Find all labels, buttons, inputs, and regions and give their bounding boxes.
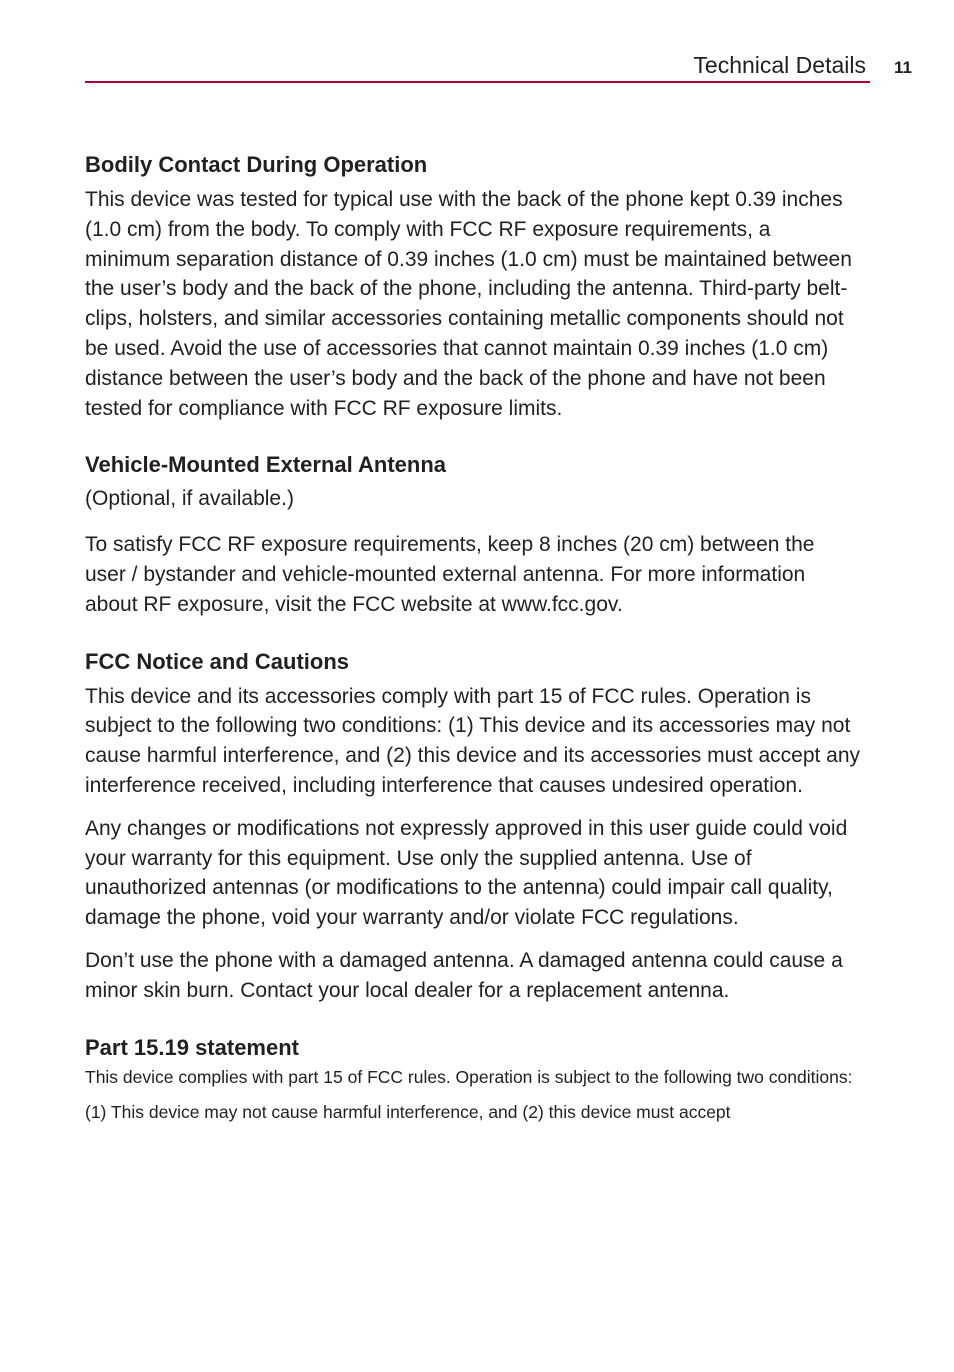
section-heading: FCC Notice and Cautions [85, 648, 350, 674]
header-title: Technical Details [693, 52, 866, 78]
section-heading: Part 15.19 statement [85, 1034, 299, 1060]
page-content [85, 150, 885, 1128]
section-vehicle-antenna [85, 450, 885, 619]
paragraph: This device was tested for typical use with the back of the phone kept 0.39 inches (1.0 cm) from the body. To comply with FCC RF exposure requirements, a minimum separation distance of 0.39 inches (1.0 cm) must be maintained between the user’s body and the back of the phone, including the antenna. Third-party belt-clips, holsters, and similar accessories containing metallic components should not be used. Avoid the use of accessories that cannot maintain 0.39 inches (1.0 cm) distance between the user’s body and the back of the phone and have not been tested for compliance with FCC RF exposure limits. [85, 188, 852, 420]
paragraph: Any changes or modifications not expressly approved in this user guide could void your warranty for this equipment. Use only the supplied antenna. Use of unauthorized antennas (or modifications to the antenna) could impair call quality, damage the phone, void your warranty and/or violate FCC regulations. [85, 816, 848, 930]
paragraph: This device and its accessories comply with part 15 of FCC rules. Operation is subject to the following two conditions: (1) This device and its accessories may not cause harmful interference, and (2) this device and its accessories must accept any interference received, including interference that causes undesired operation. [85, 684, 861, 797]
page-header [85, 50, 870, 83]
page-number: 11 [894, 58, 912, 77]
paragraph: Don’t use the phone with a damaged antenna. A damaged antenna could cause a minor skin burn. Contact your local dealer for a replacement antenna. [85, 948, 843, 1002]
paragraph: To satisfy FCC RF exposure requirements, keep 8 inches (20 cm) between the user / bystander and vehicle-mounted external antenna. For more information about RF exposure, visit the FCC website at www.fcc.gov. [85, 533, 815, 616]
section-bodily-contact [85, 150, 885, 423]
section-heading: Vehicle-Mounted External Antenna [85, 452, 447, 478]
paragraph: This device complies with part 15 of FCC rules. Operation is subject to the following two conditions: [85, 1066, 853, 1087]
section-heading: Bodily Contact During Operation [85, 152, 428, 177]
paragraph: (Optional, if available.) [85, 487, 294, 511]
section-part-15-19 [85, 1033, 885, 1128]
section-fcc-notice [85, 647, 885, 1006]
paragraph: (1) This device may not cause harmful interference, and (2) this device must accept [85, 1102, 731, 1123]
